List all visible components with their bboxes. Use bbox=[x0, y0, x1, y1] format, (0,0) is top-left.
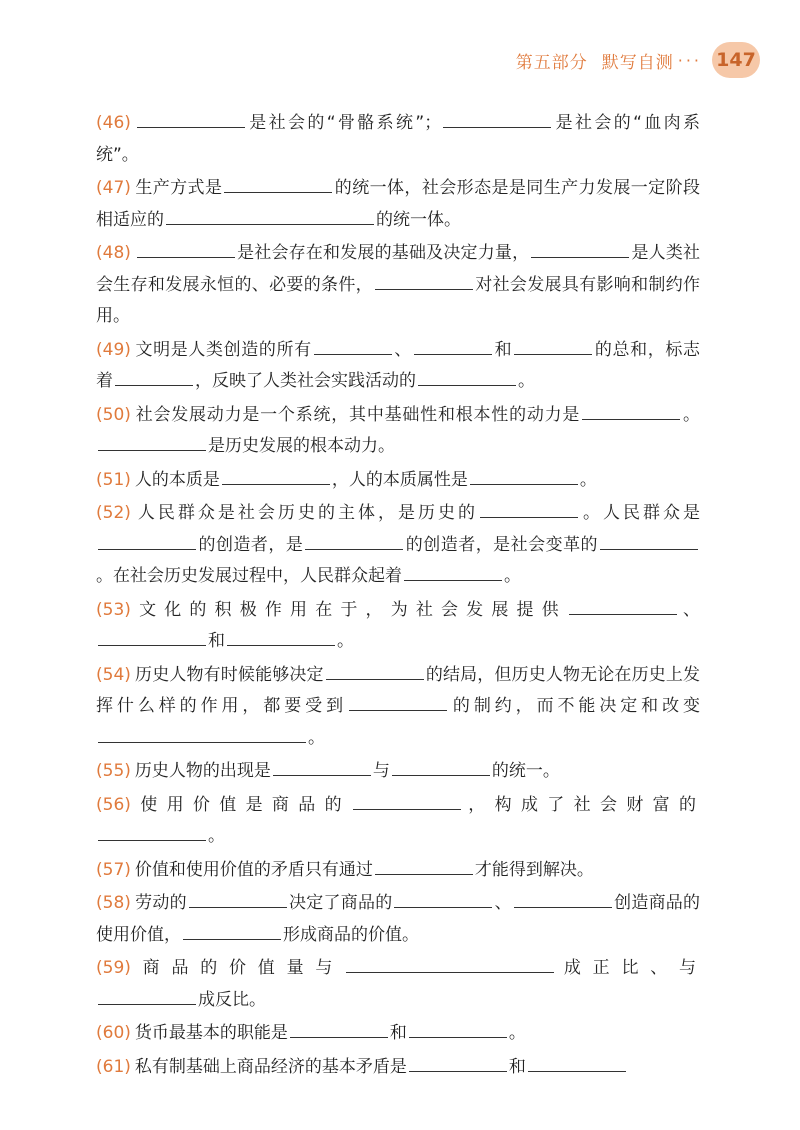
question-number: (55) bbox=[96, 761, 131, 781]
question-text: 与 bbox=[372, 761, 390, 781]
question-text: 和 bbox=[389, 1023, 407, 1043]
question-text: 是人类社会生存和发展永恒的、必要的条件， bbox=[96, 243, 701, 295]
question-52 bbox=[96, 498, 700, 593]
question-number: (46) bbox=[96, 113, 131, 133]
question-text: 形成商品的价值。 bbox=[283, 924, 419, 945]
question-text: 、 bbox=[678, 599, 701, 620]
question-text: ，人的本质属性是 bbox=[331, 469, 468, 490]
answer-blank[interactable] bbox=[224, 176, 332, 193]
question-60 bbox=[96, 1018, 700, 1050]
question-59 bbox=[96, 953, 700, 1016]
question-text: 是社会存在和发展的基础及决定力量， bbox=[236, 243, 530, 263]
answer-blank[interactable] bbox=[98, 726, 306, 743]
header-dots: ··· bbox=[677, 50, 702, 70]
answer-blank[interactable] bbox=[183, 923, 281, 940]
section-subtitle: 默写自测 bbox=[601, 52, 674, 73]
answer-blank[interactable] bbox=[569, 598, 677, 615]
answer-blank[interactable] bbox=[326, 663, 424, 680]
page-number-badge: 147 bbox=[712, 42, 760, 78]
question-number: (49) bbox=[96, 339, 131, 360]
question-text: 货币最基本的职能是 bbox=[134, 1023, 288, 1043]
question-text: 历史人物的出现是 bbox=[134, 761, 271, 781]
answer-blank[interactable] bbox=[531, 241, 629, 258]
question-text: 商品的价值量与 bbox=[134, 958, 345, 978]
question-text: 的统一。 bbox=[491, 761, 560, 781]
question-53 bbox=[96, 595, 700, 658]
answer-blank[interactable] bbox=[98, 629, 206, 646]
answer-blank[interactable] bbox=[189, 891, 287, 908]
question-list bbox=[96, 108, 700, 1085]
question-number: (59) bbox=[96, 958, 131, 978]
question-text: 、 bbox=[494, 893, 512, 913]
question-text: 和 bbox=[508, 1056, 526, 1077]
question-text: 。 bbox=[579, 469, 597, 490]
question-text: 劳动的 bbox=[134, 893, 187, 913]
question-number: (60) bbox=[96, 1023, 131, 1043]
question-49 bbox=[96, 335, 700, 398]
question-text: 和 bbox=[208, 631, 225, 651]
question-text: ，反映了人类社会实践活动的 bbox=[195, 371, 416, 391]
question-text: 和 bbox=[494, 339, 513, 360]
answer-blank[interactable] bbox=[528, 1055, 626, 1072]
question-47 bbox=[96, 173, 700, 236]
question-text: 价值和使用价值的矛盾只有通过 bbox=[134, 859, 373, 880]
answer-blank[interactable] bbox=[98, 988, 196, 1005]
answer-blank[interactable] bbox=[375, 858, 473, 875]
question-text: 决定了商品的 bbox=[288, 893, 393, 913]
question-number: (48) bbox=[96, 243, 131, 263]
question-text: 成反比。 bbox=[198, 989, 266, 1010]
question-text: 、 bbox=[393, 339, 413, 360]
question-text: 使用价值是商品的 bbox=[134, 794, 351, 815]
question-50 bbox=[96, 400, 700, 463]
answer-blank[interactable] bbox=[166, 208, 374, 225]
question-text: 的总和，标志着 bbox=[96, 339, 701, 391]
answer-blank[interactable] bbox=[470, 468, 578, 485]
answer-blank[interactable] bbox=[414, 338, 492, 355]
question-number: (51) bbox=[96, 469, 131, 490]
question-text: 。 bbox=[337, 631, 354, 651]
answer-blank[interactable] bbox=[305, 533, 403, 550]
answer-blank[interactable] bbox=[137, 241, 235, 258]
answer-blank[interactable] bbox=[222, 468, 330, 485]
question-text: 人的本质是 bbox=[134, 469, 220, 490]
answer-blank[interactable] bbox=[514, 891, 612, 908]
question-text: 历史人物有时候能够决定 bbox=[134, 664, 324, 685]
answer-blank[interactable] bbox=[349, 694, 447, 711]
question-text: 是社会的“血肉系统”。 bbox=[96, 113, 700, 165]
question-text: ，构成了社会财富的 bbox=[462, 794, 700, 815]
section-title: 第五部分 bbox=[515, 52, 588, 73]
question-text: 。在社会历史发展过程中，人民群众起着 bbox=[96, 566, 402, 586]
question-text: 创造商品的使用价值， bbox=[96, 893, 701, 945]
question-text: 的创造者，是 bbox=[198, 534, 304, 555]
answer-blank[interactable] bbox=[273, 759, 371, 776]
answer-blank[interactable] bbox=[409, 1021, 507, 1038]
question-text: 才能得到解决。 bbox=[474, 859, 594, 880]
answer-blank[interactable] bbox=[392, 759, 490, 776]
answer-blank[interactable] bbox=[375, 273, 473, 290]
question-57 bbox=[96, 855, 700, 887]
answer-blank[interactable] bbox=[227, 629, 335, 646]
question-text: 。人民群众是 bbox=[579, 503, 701, 523]
question-number: (61) bbox=[96, 1056, 131, 1077]
question-text: 是历史发展的根本动力。 bbox=[208, 436, 395, 456]
answer-blank[interactable] bbox=[394, 891, 492, 908]
answer-blank[interactable] bbox=[418, 369, 516, 386]
question-text: 。 bbox=[208, 826, 225, 846]
answer-blank[interactable] bbox=[443, 111, 551, 128]
answer-blank[interactable] bbox=[514, 338, 592, 355]
answer-blank[interactable] bbox=[98, 533, 196, 550]
answer-blank[interactable] bbox=[137, 111, 245, 128]
question-text: 。 bbox=[518, 371, 535, 391]
question-55 bbox=[96, 756, 700, 788]
question-48 bbox=[96, 238, 700, 333]
question-61 bbox=[96, 1052, 700, 1084]
answer-blank[interactable] bbox=[115, 369, 193, 386]
question-text: 社会发展动力是一个系统，其中基础性和根本性的动力是 bbox=[134, 404, 581, 425]
answer-blank[interactable] bbox=[353, 793, 461, 810]
question-text: 生产方式是 bbox=[134, 178, 223, 198]
question-number: (54) bbox=[96, 664, 131, 685]
question-text: 。 bbox=[508, 1023, 526, 1043]
question-number: (53) bbox=[96, 599, 131, 620]
question-text: 私有制基础上商品经济的基本矛盾是 bbox=[134, 1056, 407, 1077]
page-header bbox=[516, 42, 760, 78]
question-text: 的统一体，社会形态是是同生产力发展一定阶段相适应的 bbox=[96, 178, 701, 230]
question-text: 的创造者，是社会变革的 bbox=[405, 534, 599, 555]
answer-blank[interactable] bbox=[480, 501, 578, 518]
question-number: (47) bbox=[96, 178, 131, 198]
question-54 bbox=[96, 660, 700, 755]
answer-blank[interactable] bbox=[346, 956, 554, 973]
question-text: 成正比、与 bbox=[556, 958, 701, 978]
question-46 bbox=[96, 108, 700, 171]
answer-blank[interactable] bbox=[600, 533, 698, 550]
question-text: 。 bbox=[682, 404, 700, 425]
question-number: (52) bbox=[96, 503, 131, 523]
question-51 bbox=[96, 465, 700, 497]
question-text: 是社会的“骨骼系统”； bbox=[246, 113, 442, 133]
question-text: 文明是人类创造的所有 bbox=[134, 339, 312, 360]
question-text: 文化的积极作用在于，为社会发展提供 bbox=[134, 599, 567, 620]
question-text: 的结局，但历史人物无论在历史上发挥什么样的作用，都要受到 bbox=[96, 664, 701, 716]
answer-blank[interactable] bbox=[290, 1021, 388, 1038]
question-text: 的制约，而不能决定和改变 bbox=[449, 696, 700, 716]
question-58 bbox=[96, 888, 700, 951]
answer-blank[interactable] bbox=[404, 564, 502, 581]
question-number: (50) bbox=[96, 404, 131, 425]
question-text: 人民群众是社会历史的主体，是历史的 bbox=[134, 503, 478, 523]
question-number: (58) bbox=[96, 893, 131, 913]
question-number: (56) bbox=[96, 794, 131, 815]
answer-blank[interactable] bbox=[98, 824, 206, 841]
question-56 bbox=[96, 790, 700, 853]
question-text: 的统一体。 bbox=[376, 209, 461, 230]
answer-blank[interactable] bbox=[314, 338, 392, 355]
question-text: 对社会发展具有影响和制约作用。 bbox=[96, 274, 701, 326]
answer-blank[interactable] bbox=[582, 403, 680, 420]
question-text: 。 bbox=[308, 727, 325, 748]
question-number: (57) bbox=[96, 859, 131, 880]
question-text: 。 bbox=[504, 566, 521, 586]
answer-blank[interactable] bbox=[409, 1055, 507, 1072]
answer-blank[interactable] bbox=[98, 434, 206, 451]
